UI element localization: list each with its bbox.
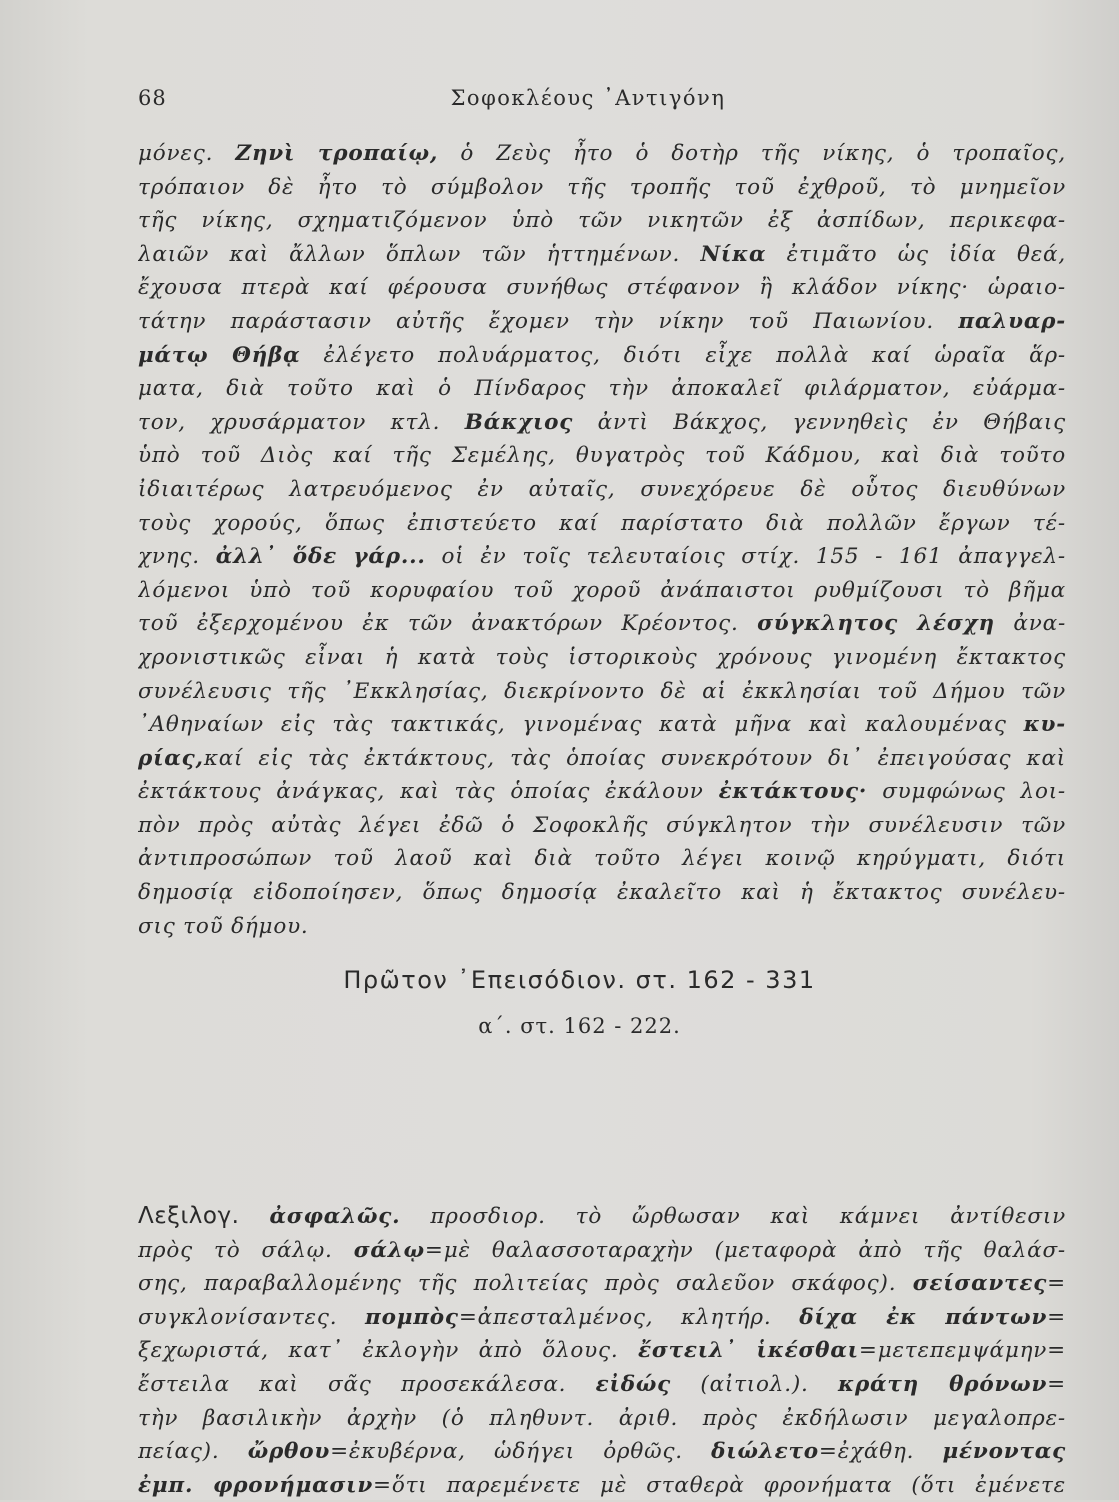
line-text: τῆς νίκης, σχηματιζόμενον ὑπὸ τῶν νικητῶν ἐξ ἀσπίδων, περικεφα- xyxy=(138,208,1066,234)
text-line xyxy=(138,842,1066,876)
lemma: Ζηνὶ τροπαίῳ, xyxy=(235,141,439,166)
line-text: =ἐχάθη. xyxy=(818,1439,943,1465)
text-line xyxy=(138,675,1066,709)
lemma: ρίας, xyxy=(138,745,204,771)
commentary-block xyxy=(138,137,1066,943)
text-line xyxy=(138,1368,1066,1402)
text-line xyxy=(138,775,1066,809)
line-text: συγκλονίσαντες. xyxy=(138,1304,366,1330)
line-text: ἀντιπροσώπων τοῦ λαοῦ καὶ διὰ τοῦτο λέγει κοινῷ κηρύγματι, διότι xyxy=(138,846,1066,872)
page-number: 68 xyxy=(138,86,167,110)
line-text: ἀνα- xyxy=(994,611,1066,637)
line-text: τοὺς χορούς, ὅπως ἐπιστεύετο καί παρίστατο διὰ πολλῶν ἔργων τέ- xyxy=(138,510,1066,536)
text-line xyxy=(138,910,1066,944)
line-text: ἐκτάκτους ἀνάγκας, καὶ τὰς ὁποίας ἐκάλουν xyxy=(138,779,719,805)
text-line xyxy=(138,305,1066,339)
text-line xyxy=(138,406,1066,440)
line-text: =μετεπεμψάμην= xyxy=(858,1338,1066,1364)
text-line xyxy=(138,271,1066,305)
lemma: εἰδώς xyxy=(595,1371,672,1397)
text-line xyxy=(138,742,1066,776)
lemma: σύγκλητος λέσχη xyxy=(757,611,995,637)
line-text: χρονιστικῶς εἶναι ἡ κατὰ τοὺς ἱστορικοὺς χρόνους γινομένη ἔκτακτος xyxy=(138,644,1066,670)
lemma: ὤρθου xyxy=(247,1439,331,1465)
text-line xyxy=(138,1402,1066,1436)
lemma: Βάκχιος xyxy=(464,409,574,435)
line-text: δημοσίᾳ εἰδοποίησεν, ὅπως δημοσίᾳ ἐκαλεῖτο καὶ ἡ ἔκτακτος συνέλευ- xyxy=(138,880,1066,906)
lemma: διώλετο xyxy=(711,1439,819,1465)
text-line xyxy=(138,238,1066,272)
line-text: οἱ ἐν τοῖς τελευταίοις στίχ. 155 - 161 ἀπαγγελ- xyxy=(425,544,1066,570)
text-line xyxy=(138,1469,1066,1502)
line-text: μόνες. xyxy=(138,141,236,166)
line-text: =ἐκυβέρνα, ὡδήγει ὀρθῶς. xyxy=(330,1439,712,1465)
line-text: σης, παραβαλλομένης τῆς πολιτείας πρὸς σαλεῦον σκάφος). xyxy=(138,1271,913,1297)
text-line xyxy=(138,137,1066,171)
line-text: =μὲ θαλασσοταραχὴν (μεταφορὰ ἀπὸ τῆς θαλάσ- xyxy=(424,1237,1066,1263)
lemma: μένοντας xyxy=(942,1439,1066,1465)
line-text: σις τοῦ δήμου. xyxy=(138,913,309,939)
text-line xyxy=(138,204,1066,238)
line-text: συνέλευσις τῆς ᾿Εκκλησίας, διεκρίνοντο δὲ αἱ ἐκκλησίαι τοῦ Δήμου τῶν xyxy=(138,678,1066,704)
text-line xyxy=(138,607,1066,641)
text-line xyxy=(138,1301,1066,1335)
line-text: πὸν πρὸς αὐτὰς λέγει ἐδῶ ὁ Σοφοκλῆς σύγκλητον τὴν συνέλευσιν τῶν xyxy=(138,812,1066,838)
line-text: λόμενοι ὑπὸ τοῦ κορυφαίου τοῦ χοροῦ ἀνάπαιστοι ρυθμίζουσι τὸ βῆμα xyxy=(138,577,1066,603)
text-line xyxy=(138,574,1066,608)
line-text: ἀντὶ Βάκχος, γεννηθεὶς ἐν Θήβαις xyxy=(573,409,1066,435)
text-line xyxy=(138,507,1066,541)
line-text: (αἰτιολ.). xyxy=(671,1371,839,1397)
line-text: ἔχουσα πτερὰ καί φέρουσα συνήθως στέφανον ἢ κλάδον νίκης· ὡραιο- xyxy=(138,275,1066,301)
lemma: παλυαρ- xyxy=(958,308,1066,334)
lemma: δίχα ἐκ πάντων xyxy=(799,1304,1048,1330)
text-line xyxy=(138,876,1066,910)
line-text: τάτην παράστασιν αὐτῆς ἔχομεν τὴν νίκην τοῦ Παιωνίου. xyxy=(138,308,959,334)
line-text: πρὸς τὸ σάλῳ. xyxy=(138,1237,354,1263)
text-line xyxy=(138,1435,1066,1469)
page-header xyxy=(138,86,998,116)
line-text: ξεχωριστά, κατ᾽ ἐκλογὴν ἀπὸ ὅλους. xyxy=(138,1338,639,1364)
glossary-block xyxy=(138,1200,1066,1502)
line-text: ἰδιαιτέρως λατρευόμενος ἐν αὐταῖς, συνεχόρευε δὲ οὗτος διευθύνων xyxy=(138,476,1066,502)
line-text: = xyxy=(1047,1271,1066,1297)
text-line xyxy=(138,171,1066,205)
glossary-label: Λεξιλογ. xyxy=(138,1203,270,1229)
line-text: =ὅτι παρεμένετε μὲ σταθερὰ φρονήματα (ὅτι ἐμένετε xyxy=(373,1472,1066,1498)
line-text: ἐτιμᾶτο ὡς ἰδία θεά, xyxy=(766,241,1066,267)
line-text: πείας). xyxy=(138,1439,248,1465)
text-line xyxy=(138,708,1066,742)
line-text: ματα, διὰ τοῦτο καὶ ὁ Πίνδαρος τὴν ἀποκαλεῖ φιλάρματον, εὐάρμα- xyxy=(138,376,1066,402)
line-text: προσδιορ. τὸ ὤρθωσαν καὶ κάμνει ἀντίθεσιν xyxy=(400,1204,1066,1229)
lemma: σάλῳ xyxy=(353,1237,425,1263)
line-text: ᾿Αθηναίων εἰς τὰς τακτικάς, γινομένας κατὰ μῆνα καὶ καλουμένας xyxy=(138,712,1024,738)
lemma: κυ- xyxy=(1023,712,1066,738)
line-text: τρόπαιον δὲ ἦτο τὸ σύμβολον τῆς τροπῆς τοῦ ἐχθροῦ, τὸ μνημεῖον xyxy=(138,174,1066,200)
lemma: μάτῳ Θήβᾳ xyxy=(138,342,301,368)
line-text: συμφώνως λοι- xyxy=(867,779,1066,805)
line-text: =ἀπεσταλμένος, κλητήρ. xyxy=(458,1304,800,1330)
text-line xyxy=(138,473,1066,507)
section-subheading: α΄. στ. 162 - 222. xyxy=(478,1014,681,1038)
lemma: κράτη θρόνων xyxy=(838,1371,1048,1397)
lemma: ἐκτάκτους· xyxy=(718,779,868,805)
lemma: ἐμπ. φρονήμασιν xyxy=(138,1472,374,1498)
text-line xyxy=(138,372,1066,406)
text-line xyxy=(138,1234,1066,1268)
line-text: τοῦ ἐξερχομένου ἐκ τῶν ἀνακτόρων Κρέοντος. xyxy=(138,611,758,637)
line-text: λαιῶν καὶ ἄλλων ὅπλων τῶν ἡττημένων. xyxy=(138,241,701,267)
line-text: ὁ Ζεὺς ἦτο ὁ δοτὴρ τῆς νίκης, ὁ τροπαῖος, xyxy=(438,141,1066,166)
text-line xyxy=(138,339,1066,373)
text-line xyxy=(138,439,1066,473)
text-line xyxy=(138,1200,1066,1234)
text-line xyxy=(138,1267,1066,1301)
running-title: Σοφοκλέους ᾿Αντιγόνη xyxy=(450,86,726,110)
lemma: σείσαντες xyxy=(912,1271,1048,1297)
line-text: ἔστειλα καὶ σᾶς προσεκάλεσα. xyxy=(138,1371,596,1397)
line-text: ἐλέγετο πολυάρματος, διότι εἶχε πολλὰ καί ὡραῖα ἅρ- xyxy=(300,342,1066,368)
section-heading: Πρῶτον ᾿Επεισόδιον. στ. 162 - 331 xyxy=(343,966,816,994)
lemma: Νίκα xyxy=(700,241,767,267)
lemma: ἀσφαλῶς. xyxy=(269,1204,401,1229)
line-text: = xyxy=(1047,1304,1066,1330)
line-text: καί εἰς τὰς ἐκτάκτους, τὰς ὁποίας συνεκρότουν δι᾽ ἐπειγούσας καὶ xyxy=(203,745,1066,771)
text-line xyxy=(138,540,1066,574)
line-text: τον, χρυσάρματον κτλ. xyxy=(138,409,465,435)
line-text: τὴν βασιλικὴν ἀρχὴν (ὁ πληθυντ. ἀριθ. πρὸς ἐκδήλωσιν μεγαλοπρε- xyxy=(138,1405,1066,1431)
lemma: ἀλλ᾽ ὅδε γάρ... xyxy=(215,544,426,570)
text-line xyxy=(138,1334,1066,1368)
text-line xyxy=(138,809,1066,843)
text-line xyxy=(138,641,1066,675)
line-text: = xyxy=(1047,1371,1066,1397)
line-text: ὑπὸ τοῦ Διὸς καί τῆς Σεμέλης, θυγατρὸς τοῦ Κάδμου, καὶ διὰ τοῦτο xyxy=(138,443,1066,469)
lemma: πομπὸς xyxy=(365,1304,459,1330)
lemma: ἔστειλ᾽ ἱκέσθαι xyxy=(638,1338,859,1364)
line-text: χνης. xyxy=(138,544,216,570)
